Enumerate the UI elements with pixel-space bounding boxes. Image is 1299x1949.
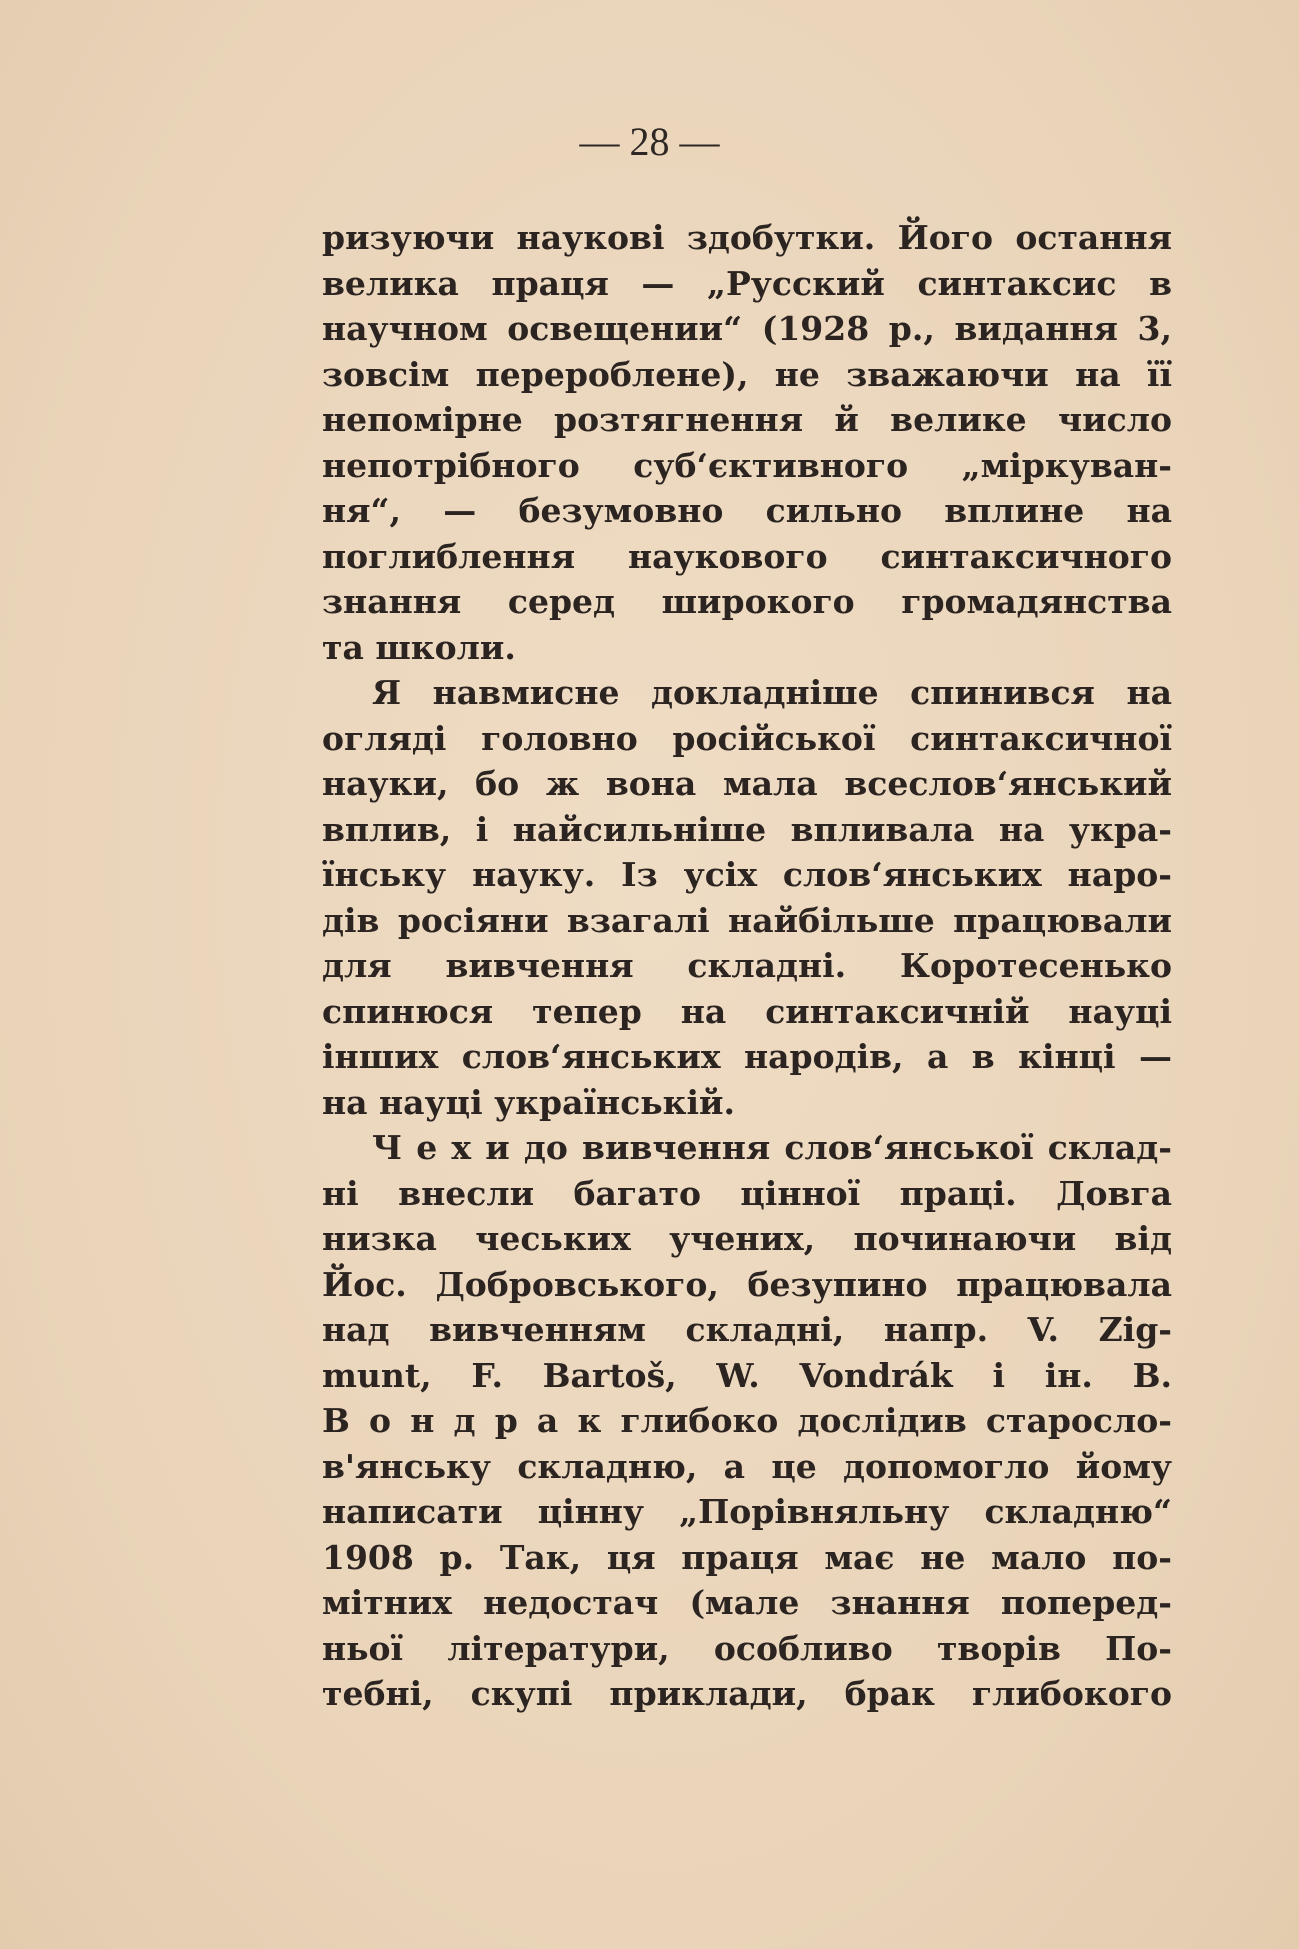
text-line: огляді головно російської синтаксичної <box>322 718 1172 758</box>
text-line: ризуючи наукові здобутки. Його остання <box>322 218 1172 257</box>
text-line: спинюся тепер на синтаксичній науці <box>322 991 1172 1031</box>
text-line: та школи. <box>322 627 516 667</box>
text-line: ні внесли багато цінної праці. Довга <box>322 1173 1172 1213</box>
text-line: поглиблення наукового синтаксичного <box>322 536 1172 576</box>
text-line: на науці українській. <box>322 1082 736 1122</box>
page-number: — 28 — <box>579 119 720 164</box>
text-line: тебні, скупі приклади, брак глибокого <box>322 1674 1172 1713</box>
text-line: знання серед широкого громадянства <box>322 582 1172 621</box>
text-line: над вивченням складні, напр. V. Zig- <box>322 1310 1172 1349</box>
text-line: непотрібного суб‘єктивного „міркуван- <box>322 445 1172 485</box>
text-line: Йос. Добровського, безупино працювала <box>322 1264 1172 1304</box>
text-line: науки, бо ж вона мала всеслов‘янський <box>322 764 1172 803</box>
text-line: дів росіяни взагалі найбільше працювали <box>322 900 1172 940</box>
text-line: зовсім перероблене), не зважаючи на її <box>322 354 1172 394</box>
text-line: munt, F. Bartoš, W. Vondrák і ін. В. <box>322 1355 1172 1395</box>
text-line: інших слов‘янських народів, а в кінці — <box>322 1037 1172 1076</box>
text-line: велика праця — „Русский синтаксис в <box>322 263 1172 303</box>
text-line: низка чеських учених, починаючи від <box>322 1219 1172 1258</box>
text-line: для вивчення складні. Коротесенько <box>322 946 1172 985</box>
text-line: мітних недостач (мале знання поперед- <box>322 1583 1172 1622</box>
text-line: вплив, і найсильніше впливала на укра- <box>322 809 1172 849</box>
body-text <box>322 215 1172 1717</box>
text-line: В о н д р а к глибоко дослідив старосло- <box>322 1401 1172 1440</box>
text-line: научном освещении“ (1928 р., видання 3, <box>322 309 1172 348</box>
text-line: Ч е х и до вивчення слов‘янської склад- <box>372 1128 1172 1167</box>
paragraph-3 <box>322 1125 1172 1717</box>
text-line: непомірне розтягнення й велике число <box>322 400 1172 439</box>
paragraph-2 <box>322 670 1172 1125</box>
text-line: в'янську складню, а це допомогло йому <box>322 1446 1172 1486</box>
text-line: ньої літератури, особливо творів По- <box>322 1628 1172 1668</box>
paragraph-1 <box>322 215 1172 670</box>
text-line: написати цінну „Порівняльну складню“ <box>322 1492 1172 1531</box>
text-line: їнську науку. Із усіх слов‘янських наро- <box>322 855 1172 894</box>
text-line: 1908 р. Так, ця праця має не мало по- <box>322 1537 1172 1577</box>
text-line: Я навмисне докладніше спинився на <box>372 673 1172 712</box>
text-line: ня“, — безумовно сильно вплине на <box>322 491 1172 530</box>
